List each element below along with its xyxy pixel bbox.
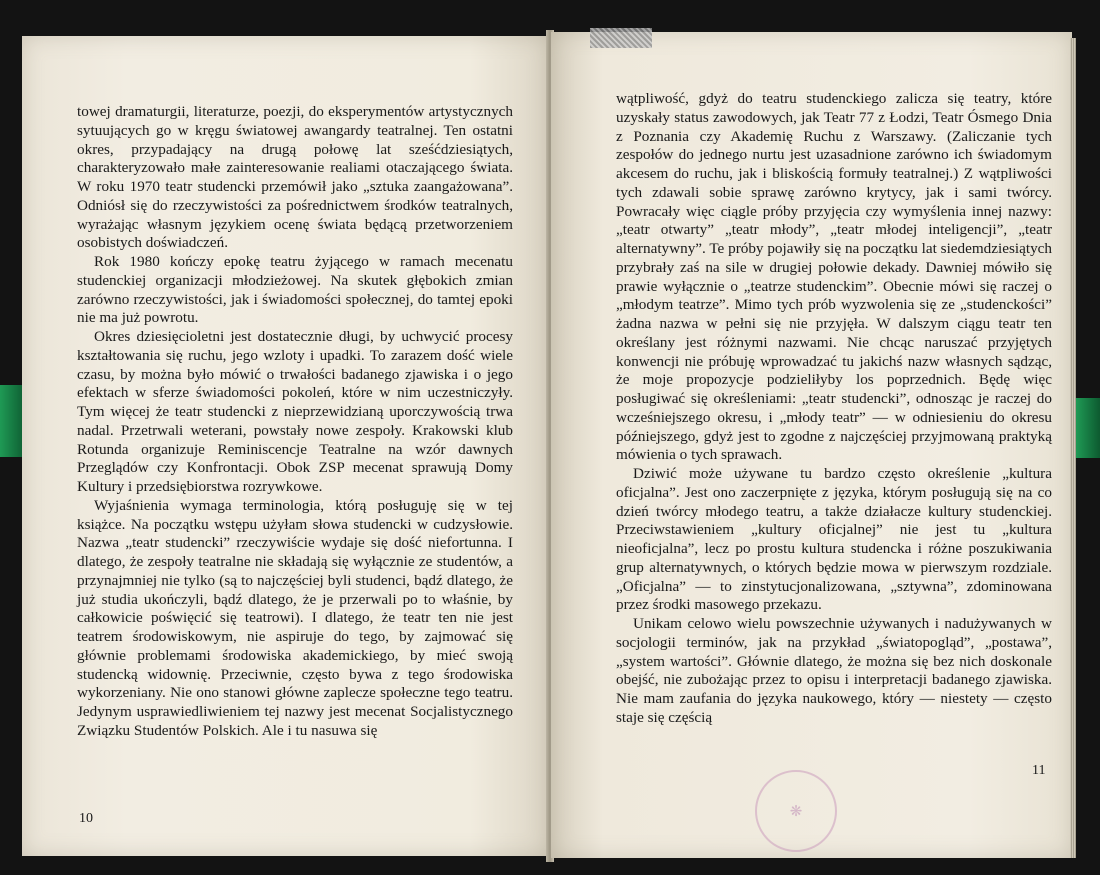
page-number: 11 bbox=[1032, 763, 1046, 778]
open-book bbox=[22, 30, 1072, 862]
right-edge-strip bbox=[1076, 398, 1100, 458]
left-page bbox=[22, 36, 549, 856]
right-page-text bbox=[616, 90, 1052, 728]
paragraph: wątpliwość, gdyż do teatru studenckiego zalicza się teatry, które uzyskały status zawodowych, jak Teatr 77 z Łodzi, Teatr Ósmego Dnia z Poznania czy Akademię Ruchu z Warszawy. (Zaliczanie tych zespołów do jednego nurtu jest uzasadnione zarówno ich świadomym akcesem do ruchu, jak i bliskością formuły teatralnej.) Z wątpliwości tych zdawali sobie sprawę zarówno krytycy, jak i sami twórcy. Powracały więc ciągle próby przyjęcia czy wymyślenia innej nazwy: „teatr otwarty” „teatr młody”, „teatr młodej inteligencji”, „teatr alternatywny”. Te próby pojawiły się na początku lat siedemdziesiątych przybrały zaś na sile w drugiej połowie dekady. Dawniej mówiło się prawie wyłącznie o „teatrze studenckim”. Obecnie mówi się raczej o „młodym teatrze”. Mimo tych prób wyzwolenia się ze „studenckości” żadna nazwa w pełni się nie przyjęła. W dalszym ciągu teatr ten określany jest różnymi nazwami. Nie chcąc naruszać przyjętych konwencji nie próbuję wprowadzać tu jakichś nazw własnych sądząc, że moje propozycje podzieliłyby los poprzednich. Będę więc posługiwać się określeniami: „teatr studencki”, odnosząc je raczej do wcześniejszego okresu, i „młody teatr” — w odniesieniu do okresu późniejszego, gdyż jest to zgodne z najczęściej przyjmowaną praktyką mówienia o tych sprawach. bbox=[616, 90, 1052, 464]
page-edges bbox=[1070, 38, 1076, 858]
library-stamp-top bbox=[590, 28, 652, 48]
paragraph: Rok 1980 kończy epokę teatru żyjącego w ramach mecenatu studenckiej organizacji młodzieżowej. Na skutek głębokich zmian zarówno rzeczywistości, jak i świadomości społecznej, do tamtej epoki nie ma już powrotu. bbox=[77, 253, 513, 327]
paragraph: Unikam celowo wielu powszechnie używanych i nadużywanych w socjologii terminów, jak na przykład „światopogląd”, „postawa”, „system wartości”. Głównie dlatego, że można się bez nich doskonale obejść, nie zubożając przez to opisu i interpretacji badanego zjawiska. Nie mam zaufania do języka naukowego, który — niestety — często staje się częścią bbox=[616, 615, 1052, 726]
paragraph: Wyjaśnienia wymaga terminologia, którą posługuję się w tej książce. Na początku wstępu użyłam słowa studencki w cudzysłowie. Nazwa „teatr studencki” rzeczywiście wydaje się dość niefortunna. I dlatego, że zespoły teatralne nie składają się wyłącznie ze studentów, a przynajmniej nie tylko (są to najczęściej byli studenci, bądź dlatego, że już studia ukończyli, bądź dlatego, że je przerwali po to właśnie, by całkowicie poświęcić się teatrowi). I dlatego, że teatr ten nie jest teatrem środowiskowym, nie aspiruje do tego, by zajmować się głównie problemami środowiska akademickiego, by mieć swoją studencką widownię. Przeciwnie, często bywa z tego środowiska wykorzeniany. Nie ono stanowi główne zaplecze społeczne tego teatru. Jedynym usprawiedliwieniem tej nazwy jest mecenat Socjalistycznego Związku Studentów Polskich. Ale i tu nasuwa się bbox=[77, 496, 513, 739]
right-page bbox=[551, 32, 1072, 858]
library-stamp-icon: ❋ bbox=[755, 770, 837, 852]
page-number: 10 bbox=[79, 811, 93, 826]
paragraph: Okres dziesięcioletni jest dostatecznie długi, by uchwycić procesy kształtowania się ruchu, jego wzloty i upadki. To zarazem dość wiele czasu, by można było mówić o trwałości badanego zjawiska i o jego efektach w sferze świadomości pokoleń, które w nim uczestniczyły. Tym więcej że teatr studencki z nieprzewidzianą uporczywością trwa nadal. Przetrwali weterani, powstały nowe zespoły. Krakowski klub Rotunda organizuje Reminiscencje Teatralne na wzór dawnych Przeglądów czy Konfrontacji. Obok ZSP mecenat sprawują Domy Kultury i przedsiębiorstwa rozrywkowe. bbox=[77, 328, 513, 495]
left-page-text bbox=[77, 103, 513, 741]
paragraph: Dziwić może używane tu bardzo często określenie „kultura oficjalna”. Jest ono zaczerpnięte z języka, którym posługują się na co dzień twórcy młodego teatru, a także działacze kultury studenckiej. Przeciwstawieniem „kultury oficjalnej” nie jest tu „kultura nieoficjalna”, lecz po prostu kultura studencka i różne poszukiwania grup alternatywnych, o których będzie mowa w pierwszym rozdziale. „Oficjalna” — to zinstytucjonalizowana, „sztywna”, zdominowana przez środki masowego przekazu. bbox=[616, 465, 1052, 614]
paragraph: towej dramaturgii, literaturze, poezji, do eksperymentów artystycznych sytuujących go w kręgu światowej awangardy teatralnej. Ten ostatni okres, przypadający na drugą połowę lat sześćdziesiątych, charakteryzowało małe zainteresowanie realiami otaczającego świata. W roku 1970 teatr studencki przemówił jako „sztuka zaangażowana”. Odniósł się do rzeczywistości za pośrednictwem środków teatralnych, wyrażając własnym językiem ocenę świata będącą przetworzeniem osobistych doświadczeń. bbox=[77, 103, 513, 252]
